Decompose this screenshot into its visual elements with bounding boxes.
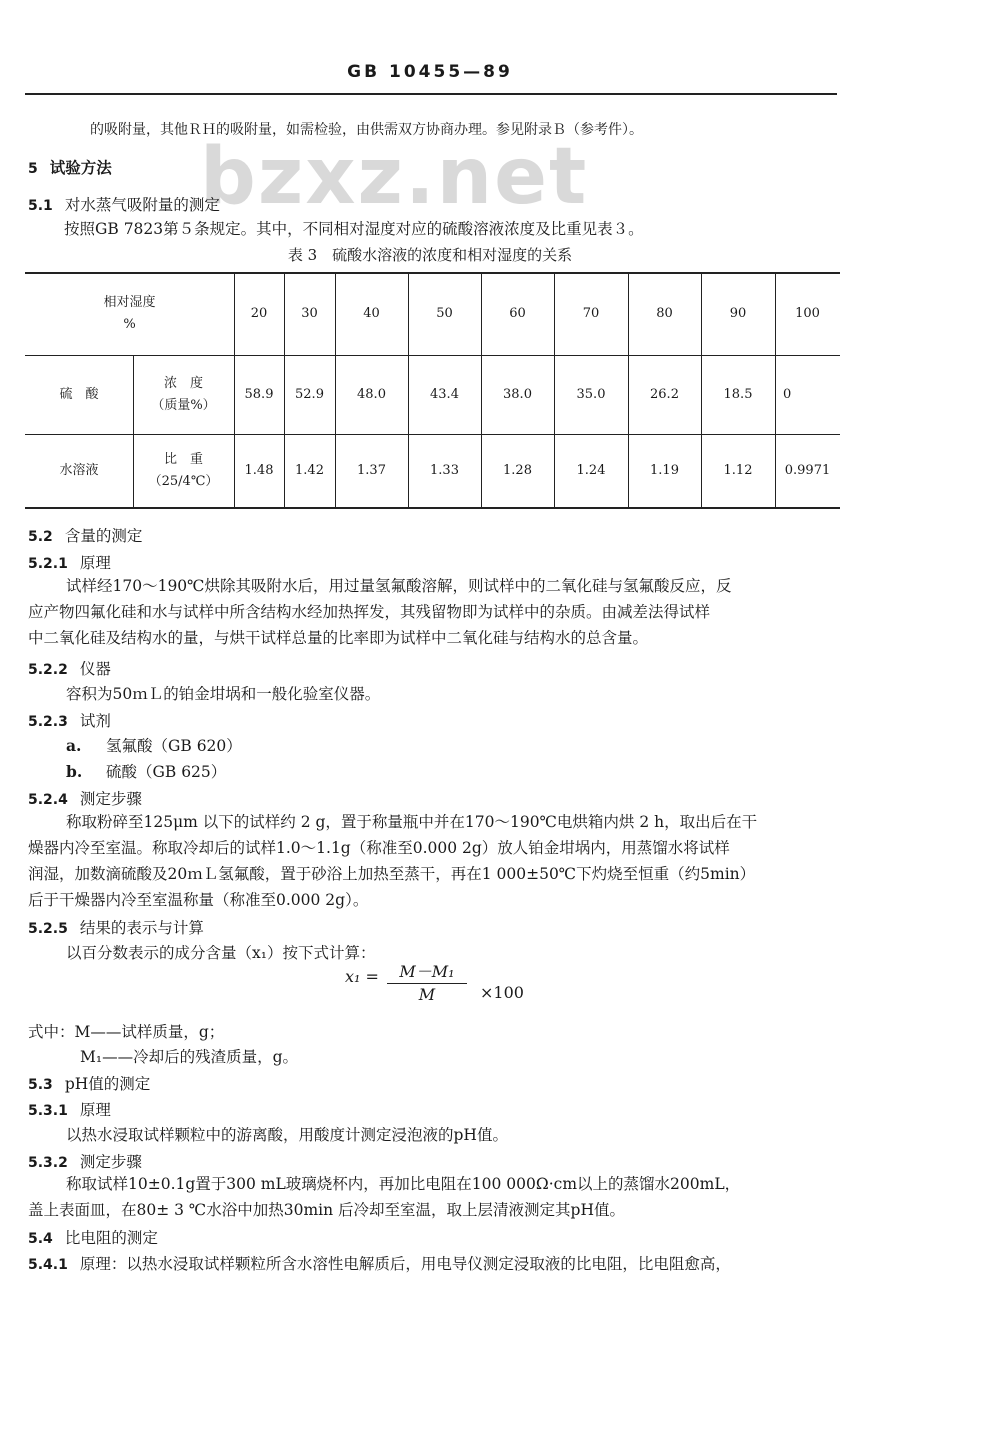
header-rule bbox=[25, 93, 837, 95]
specific-gravity-label: 比 重 bbox=[163, 451, 203, 467]
section-title: 对水蒸气吸附量的测定 bbox=[64, 196, 220, 214]
section-number: 5 bbox=[28, 161, 38, 177]
rh-header-unit: % bbox=[123, 316, 136, 332]
specific-gravity-value: 1.42 bbox=[295, 462, 324, 478]
rh-value: 90 bbox=[729, 305, 747, 321]
section-5-1-heading bbox=[28, 195, 220, 216]
rh-value: 30 bbox=[301, 305, 318, 321]
paragraph-line: 原理：以热水浸取试样颗粒所含水溶性电解质后，用电导仪测定浸取液的比电阻，比电阻愈高， bbox=[79, 1255, 731, 1273]
section-number: 5.2.1 bbox=[28, 556, 68, 572]
list-marker: a. bbox=[66, 736, 82, 755]
specific-gravity-value: 1.48 bbox=[244, 462, 274, 478]
section-number: 5.4 bbox=[28, 1231, 53, 1247]
specific-gravity-value: 1.19 bbox=[650, 462, 679, 478]
formula-lhs: x₁ = bbox=[345, 967, 379, 986]
site-watermark: bzxz.net bbox=[200, 132, 589, 222]
specific-gravity-value: 1.24 bbox=[576, 462, 606, 478]
specific-gravity-label-cell bbox=[133, 434, 234, 507]
paragraph-line: 以百分数表示的成分含量（x₁）按下式计算： bbox=[66, 944, 376, 962]
section-title: 比电阻的测定 bbox=[64, 1229, 158, 1247]
section-title: 测定步骤 bbox=[79, 790, 142, 808]
paragraph-line: 容积为50ｍＬ的铂金坩埚和一般化验室仪器。 bbox=[66, 685, 381, 703]
table-rule-bottom bbox=[25, 507, 840, 509]
section-number: 5.2.4 bbox=[28, 792, 68, 808]
section-number: 5.2 bbox=[28, 529, 53, 545]
specific-gravity-value: 1.28 bbox=[503, 462, 532, 478]
rh-value: 40 bbox=[363, 305, 380, 321]
section-title: pH值的测定 bbox=[64, 1075, 151, 1093]
paragraph-line: 应产物四氟化硅和水与试样中所含结构水经加热挥发，其残留物即为试样中的杂质。由减差法得试样 bbox=[28, 603, 711, 621]
section-5-heading bbox=[28, 158, 112, 179]
rh-value: 50 bbox=[436, 305, 453, 321]
concentration-unit: （质量%） bbox=[151, 397, 216, 413]
section-5-1-body: 按照GB 7823第５条规定。其中，不同相对湿度对应的硫酸溶液浓度及比重见表３。 bbox=[64, 220, 644, 238]
paragraph-line: 润湿，加数滴硫酸及20ｍＬ氢氟酸，置于砂浴上加热至蒸干，再在1 000±50℃下灼烧至恒重（约5min） bbox=[28, 865, 756, 883]
concentration-value: 18.5 bbox=[723, 386, 753, 402]
section-5-3-1-heading bbox=[28, 1100, 111, 1121]
section-title: 试验方法 bbox=[49, 158, 112, 177]
section-5-4-1-line bbox=[28, 1254, 731, 1275]
concentration-label-cell bbox=[133, 355, 234, 434]
formula bbox=[345, 962, 524, 1004]
where-line: M₁——冷却后的残渣质量，g。 bbox=[80, 1048, 299, 1066]
reagent-item bbox=[66, 736, 242, 756]
formula-fraction bbox=[387, 959, 467, 1004]
concentration-value: 26.2 bbox=[650, 386, 679, 402]
list-text: 硫酸（GB 625） bbox=[106, 763, 227, 781]
list-text: 氢氟酸（GB 620） bbox=[106, 737, 242, 755]
specific-gravity-value: 1.12 bbox=[723, 462, 753, 478]
table-3 bbox=[25, 272, 840, 509]
concentration-value: 35.0 bbox=[576, 386, 606, 402]
section-number: 5.2.5 bbox=[28, 921, 68, 937]
paragraph-line: 试样经170～190℃烘除其吸附水后，用过量氢氟酸溶解，则试样中的二氧化硅与氢氟酸反应，反 bbox=[66, 577, 732, 595]
rh-header-label: 相对湿度 bbox=[103, 294, 156, 310]
section-5-2-2-heading bbox=[28, 659, 111, 680]
specific-gravity-value: 1.33 bbox=[430, 462, 459, 478]
intro-line: 的吸附量，其他ＲＨ的吸附量，如需检验，由供需双方协商办理。参见附录Ｂ（参考件）。 bbox=[90, 122, 643, 138]
table-3-caption: 表 3 硫酸水溶液的浓度和相对湿度的关系 bbox=[287, 246, 573, 264]
paragraph-line: 称取粉碎至125μm 以下的试样约 2 g，置于称量瓶中并在170～190℃电烘箱内烘 2 h，取出后在干 bbox=[66, 813, 758, 831]
section-5-3-heading bbox=[28, 1074, 150, 1095]
rh-value: 20 bbox=[250, 305, 268, 321]
section-title: 测定步骤 bbox=[79, 1153, 142, 1171]
rh-value: 80 bbox=[656, 305, 673, 321]
section-5-2-1-heading bbox=[28, 553, 111, 574]
rh-value: 70 bbox=[582, 305, 600, 321]
group-label-sulfuric: 硫 酸 bbox=[59, 386, 99, 402]
concentration-value: 52.9 bbox=[295, 386, 324, 402]
reagent-item bbox=[66, 762, 226, 782]
concentration-value: 48.0 bbox=[357, 386, 386, 402]
specific-gravity-value: 1.37 bbox=[357, 462, 386, 478]
where-line: 式中：M——试样质量，g； bbox=[28, 1023, 225, 1041]
section-title: 原理 bbox=[79, 1101, 111, 1119]
fraction-bar bbox=[387, 983, 467, 984]
section-title: 试剂 bbox=[79, 712, 111, 730]
rh-value: 60 bbox=[509, 305, 526, 321]
specific-gravity-unit: （25/4℃） bbox=[148, 473, 219, 489]
section-5-3-2-heading bbox=[28, 1152, 142, 1173]
paragraph-line: 以热水浸取试样颗粒中的游离酸，用酸度计测定浸泡液的pH值。 bbox=[66, 1126, 508, 1144]
paragraph-line: 称取试样10±0.1g置于300 mL玻璃烧杯内，再加比电阻在100 000Ω·cm以上的蒸馏水200mL， bbox=[66, 1175, 741, 1193]
formula-rhs: ×100 bbox=[480, 983, 524, 1002]
concentration-value: 0 bbox=[783, 386, 792, 402]
standard-code-header: GB 10455—89 bbox=[347, 62, 513, 82]
section-5-2-heading bbox=[28, 526, 142, 547]
section-number: 5.1 bbox=[28, 198, 53, 214]
list-marker: b. bbox=[66, 762, 83, 781]
section-number: 5.3.1 bbox=[28, 1103, 68, 1119]
concentration-value: 58.9 bbox=[244, 386, 274, 402]
paragraph-line: 后于干燥器内冷至室温称量（称准至0.000 2g）。 bbox=[28, 891, 369, 909]
section-5-2-4-heading bbox=[28, 789, 142, 810]
group-label-solution: 水溶液 bbox=[59, 462, 99, 478]
section-number: 5.2.2 bbox=[28, 662, 68, 678]
concentration-value: 43.4 bbox=[430, 386, 459, 402]
paragraph-line: 中二氧化硅及结构水的量，与烘干试样总量的比率即为试样中二氧化硅与结构水的总含量。 bbox=[28, 629, 649, 647]
section-number: 5.3 bbox=[28, 1077, 53, 1093]
rh-header-cell bbox=[25, 272, 234, 355]
formula-numerator: M－M₁ bbox=[399, 962, 455, 981]
paragraph-line: 盖上表面皿，在80± 3 ℃水浴中加热30min 后冷却至室温，取上层清液测定其pH值。 bbox=[28, 1201, 625, 1219]
concentration-label: 浓 度 bbox=[163, 375, 203, 391]
section-title: 结果的表示与计算 bbox=[79, 919, 204, 937]
section-title: 仪器 bbox=[79, 660, 111, 678]
paragraph-line: 燥器内冷至室温。称取冷却后的试样1.0～1.1g（称准至0.000 2g）放人铂金坩埚内，用蒸馏水将试样 bbox=[28, 839, 730, 857]
section-number: 5.3.2 bbox=[28, 1155, 68, 1171]
section-number: 5.4.1 bbox=[28, 1257, 68, 1273]
section-title: 原理 bbox=[79, 554, 111, 572]
formula-denominator: M bbox=[418, 985, 436, 1004]
section-5-2-3-heading bbox=[28, 711, 111, 732]
rh-value: 100 bbox=[795, 305, 820, 321]
section-title: 含量的测定 bbox=[64, 527, 143, 545]
section-5-2-5-heading bbox=[28, 918, 204, 939]
concentration-value: 38.0 bbox=[503, 386, 532, 402]
section-number: 5.2.3 bbox=[28, 714, 68, 730]
section-5-4-heading bbox=[28, 1228, 158, 1249]
specific-gravity-value: 0.9971 bbox=[784, 462, 831, 478]
